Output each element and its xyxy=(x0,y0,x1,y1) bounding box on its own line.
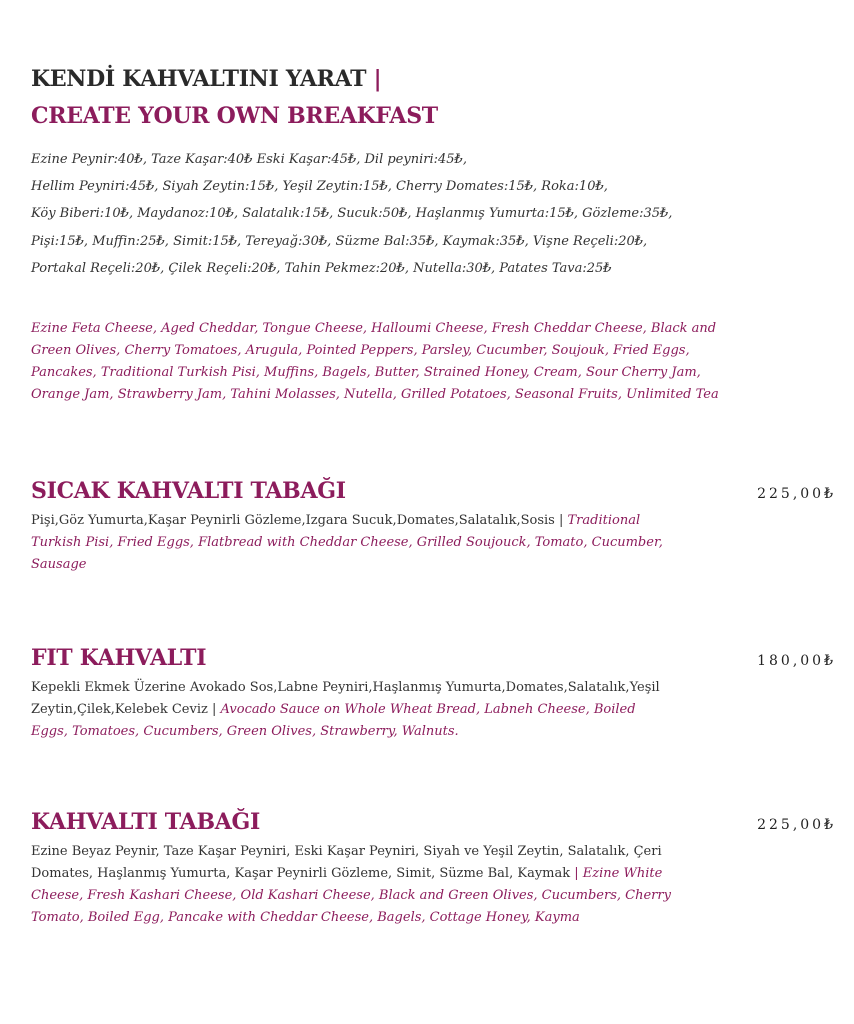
title-turkish xyxy=(31,66,381,92)
menu-item-description xyxy=(31,841,671,929)
title-separator: | xyxy=(373,66,382,92)
menu-item-description xyxy=(31,510,671,576)
price-line: Hellim Peyniri:45₺, Siyah Zeytin:15₺, Yeşil Zeytin:15₺, Cherry Domates:15₺, Roka:10₺, xyxy=(31,179,608,195)
description-separator: | xyxy=(574,866,579,881)
title-turkish-text: KENDİ KAHVALTINI YARAT xyxy=(31,66,367,92)
description-english: Ezine White Cheese, Fresh Kashari Cheese, Old Kashari Cheese, Black and Green Olives, Cucumbers, Cherry Tomato, Boiled Egg, Pancake with Cheddar Cheese, Bagels, Cottage Honey, Kayma xyxy=(31,866,671,925)
price-line: Ezine Peynir:40₺, Taze Kaşar:40₺ Eski Kaşar:45₺, Dil peyniri:45₺, xyxy=(31,152,467,167)
price-line: Köy Biberi:10₺, Maydanoz:10₺, Salatalık:15₺, Sucuk:50₺, Haşlanmış Yumurta:15₺, Gözleme:35₺, xyxy=(31,206,673,222)
description-separator: | xyxy=(558,513,564,528)
menu-item-price: 180,00₺ xyxy=(757,653,836,669)
menu-item-fit-kahvalti xyxy=(31,645,841,743)
description-turkish: Pişi,Göz Yumurta,Kaşar Peynirli Gözleme,Izgara Sucuk,Domates,Salatalık,Sosis xyxy=(31,513,555,528)
price-line: Pişi:15₺, Muffin:25₺, Simit:15₺, Tereyağ:30₺, Süzme Bal:35₺, Kaymak:35₺, Vişne Reçeli:20₺, xyxy=(31,233,648,249)
description-separator: | xyxy=(212,702,217,717)
menu-item-kahvalti-tabagi xyxy=(31,809,841,929)
title-english: CREATE YOUR OWN BREAKFAST xyxy=(31,103,438,129)
description-english: Traditional Turkish Pisi, Fried Eggs, Flatbread with Cheddar Cheese, Grilled Soujouck, Tomato, Cucumber, Sausage xyxy=(31,513,663,572)
menu-item-name: SICAK KAHVALTI TABAĞI xyxy=(31,478,346,504)
menu-item-price: 225,00₺ xyxy=(757,486,836,502)
price-list xyxy=(31,146,711,282)
menu-item-price: 225,00₺ xyxy=(757,817,836,833)
menu-item-sicak-kahvalti xyxy=(31,478,841,576)
menu-item-name: FIT KAHVALTI xyxy=(31,645,207,671)
description-turkish: Kepekli Ekmek Üzerine Avokado Sos,Labne Peyniri,Haşlanmış Yumurta,Domates,Salatalık,Yeşil Zeytin,Çilek,Kelebek Ceviz xyxy=(31,680,660,717)
price-line: Portakal Reçeli:20₺, Çilek Reçeli:20₺, Tahin Pekmez:20₺, Nutella:30₺, Patates Tava:25₺ xyxy=(31,260,612,276)
description-english: Avocado Sauce on Whole Wheat Bread, Labneh Cheese, Boiled Eggs, Tomatoes, Cucumbers, Green Olives, Strawberry, Walnuts. xyxy=(31,702,636,739)
menu-item-description xyxy=(31,677,671,743)
menu-item-name: KAHVALTI TABAĞI xyxy=(31,809,260,835)
description-turkish: Ezine Beyaz Peynir, Taze Kaşar Peyniri, Eski Kaşar Peyniri, Siyah ve Yeşil Zeytin, Salatalık, Çeri Domates, Haşlanmış Yumurta, Kaşar Peynirli Gözleme, Simit, Süzme Bal, Kaymak xyxy=(31,844,662,881)
english-ingredient-list: Ezine Feta Cheese, Aged Cheddar, Tongue Cheese, Halloumi Cheese, Fresh Cheddar Cheese, Black and Green Olives, Cherry Tomatoes, Arugula, Pointed Peppers, Parsley, Cucumber, Soujouk, Fried Eggs, Pancakes, Traditional Turkish Pisi, Muffins, Bagels, Butter, Strained Honey, Cream, Sour Cherry Jam, Orange Jam, Strawberry Jam, Tahini Molasses, Nutella, Grilled Potatoes, Seasonal Fruits, Unlimited Tea xyxy=(31,321,719,402)
